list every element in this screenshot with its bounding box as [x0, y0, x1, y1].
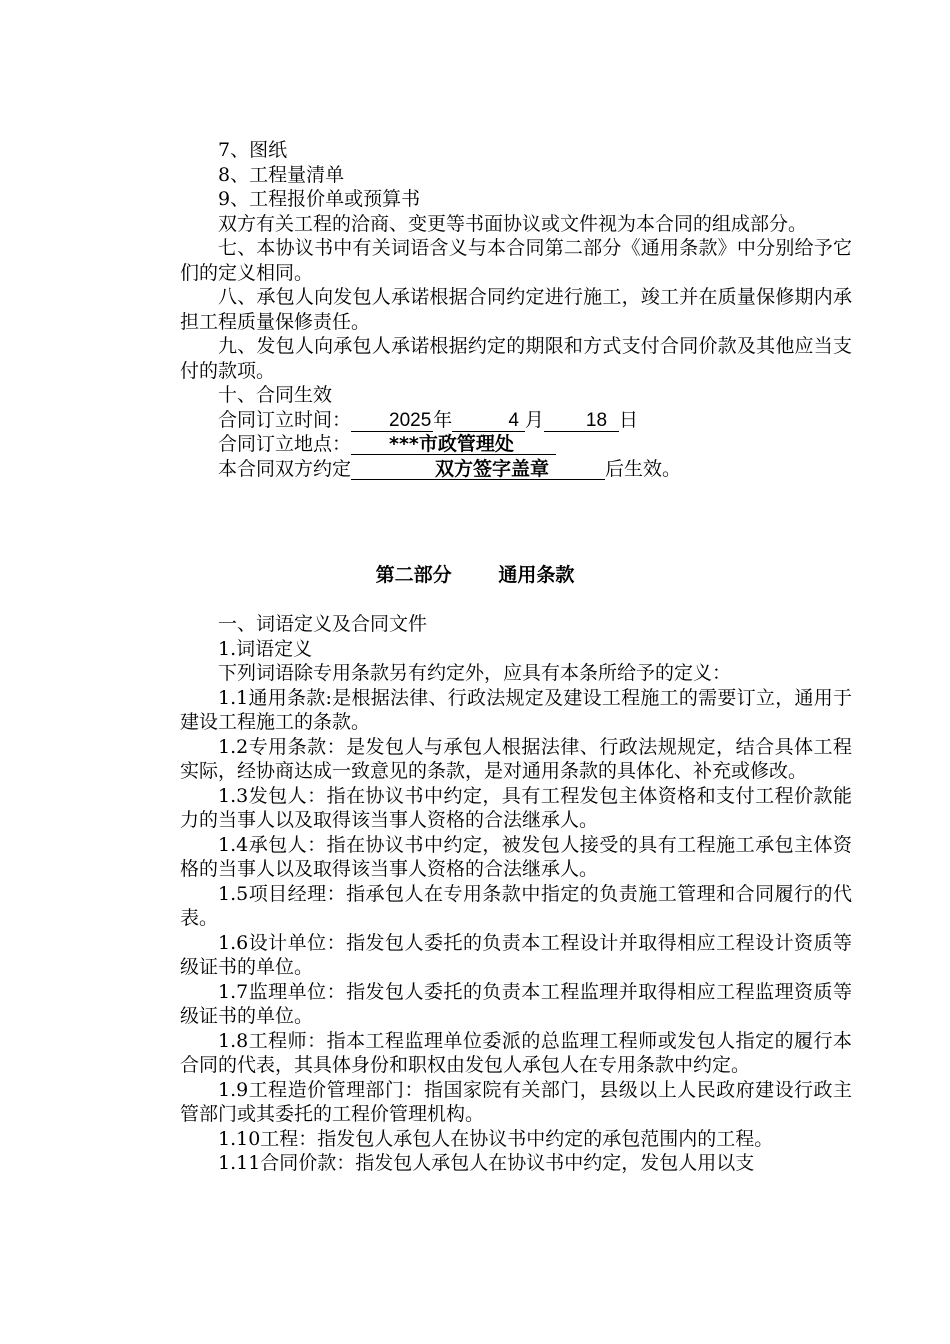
part2-body [180, 612, 852, 1176]
paragraph: 1.3发包人：指在协议书中约定，具有工程发包主体资格和支付工程价款能力的当事人以及取得该当事人资格的合法继承人。 [180, 784, 852, 831]
list-item: 7、图纸 [218, 139, 288, 161]
paragraph: 1.6设计单位：指发包人委托的负责本工程设计并取得相应工程设计资质等级证书的单位。 [180, 931, 852, 978]
sign-place-value: ***市政管理处 [351, 434, 556, 455]
paragraph: 1.5项目经理：指承包人在专用条款中指定的负责施工管理和合同履行的代表。 [180, 882, 852, 929]
section-title-name: 通用条款 [498, 564, 575, 586]
section-title [0, 560, 950, 587]
paragraph: 1.10工程：指发包人承包人在协议书中约定的承包范围内的工程。 [218, 1127, 774, 1150]
section-title-part: 第二部分 [375, 564, 452, 586]
part1-body [180, 138, 852, 481]
paragraph: 1.9工程造价管理部门：指国家院有关部门，县级以上人民政府建设行政主管部门或其委托的工程价管理机构。 [180, 1078, 852, 1125]
paragraph: 八、承包人向发包人承诺根据合同约定进行施工，竣工并在质量保修期内承担工程质量保修责任。 [180, 286, 852, 333]
month-label: 月 [524, 408, 544, 431]
sign-place-line [180, 432, 852, 457]
sign-day: 18 [544, 411, 619, 432]
effect-value: 双方签字盖章 [351, 459, 605, 480]
list-item: 9、工程报价单或预算书 [218, 188, 421, 210]
paragraph: 1.词语定义 [218, 637, 313, 660]
paragraph: 1.1通用条款:是根据法律、行政法规定及建设工程施工的需要订立，通用于建设工程施工的条款。 [180, 686, 852, 733]
effect-label: 本合同双方约定 [218, 457, 352, 480]
paragraph: 十、合同生效 [218, 384, 333, 406]
paragraph: 1.7监理单位：指发包人委托的负责本工程监理并取得相应工程监理资质等级证书的单位。 [180, 980, 852, 1027]
day-label: 日 [619, 408, 639, 431]
paragraph: 七、本协议书中有关词语含义与本合同第二部分《通用条款》中分别给予它们的定义相同。 [180, 237, 852, 284]
sign-month: 4 [452, 411, 525, 432]
sign-year: 2025 [351, 411, 433, 432]
effect-suffix: 后生效。 [605, 457, 682, 480]
sign-time-line [180, 408, 852, 433]
list-item: 8、工程量清单 [218, 163, 345, 186]
paragraph: 下列词语除专用条款另有约定外，应具有本条所给予的定义： [218, 662, 732, 684]
paragraph: 1.2专用条款：是发包人与承包人根据法律、行政法规规定，结合具体工程实际，经协商达成一致意见的条款，是对通用条款的具体化、补充或修改。 [180, 735, 852, 782]
sign-time-label: 合同订立时间： [218, 408, 352, 431]
effect-line [180, 457, 852, 482]
paragraph: 1.4承包人：指在协议书中约定，被发包人接受的具有工程施工承包主体资格的当事人以及取得该当事人资格的合法继承人。 [180, 833, 852, 880]
paragraph: 九、发包人向承包人承诺根据约定的期限和方式支付合同价款及其他应当支付的款项。 [180, 335, 852, 382]
paragraph: 1.11合同价款：指发包人承包人在协议书中约定，发包人用以支 [218, 1152, 755, 1174]
year-label: 年 [433, 408, 453, 431]
paragraph: 双方有关工程的洽商、变更等书面协议或文件视为本合同的组成部分。 [218, 212, 808, 235]
paragraph: 1.8工程师：指本工程监理单位委派的总监理工程师或发包人指定的履行本合同的代表，其具体身份和职权由发包人承包人在专用条款中约定。 [180, 1029, 852, 1076]
sign-place-label: 合同订立地点： [218, 433, 352, 455]
paragraph: 一、词语定义及合同文件 [218, 613, 428, 635]
